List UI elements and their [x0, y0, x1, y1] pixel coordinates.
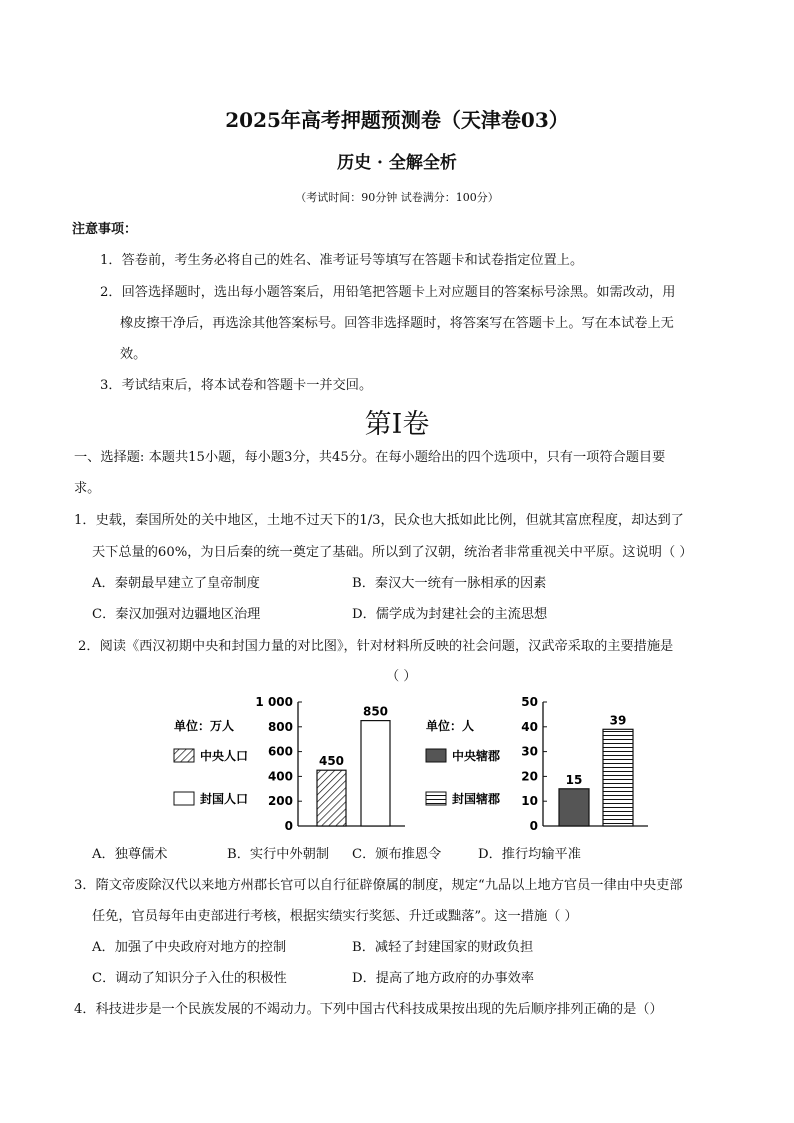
notice-item-2: 2．回答选择题时，选出每小题答案后，用铅笔把答题卡上对应题目的答案标号涂黑。如需改动，用: [100, 285, 676, 300]
population-bar-value-label-1: 450: [318, 754, 345, 769]
notice-item-1: 1．答卷前，考生务必将自己的姓名、准考证号等填写在答题卡和试卷指定位置上。: [100, 253, 584, 268]
commandery-bar-1: [559, 789, 589, 826]
population-bar-value-label-2: 850: [362, 704, 389, 719]
commandery-tick-label: 30: [521, 744, 538, 759]
population-bars: [317, 705, 390, 826]
legend-swatch-fief-population: [174, 792, 194, 805]
q3-option-d[interactable]: D．提高了地方政府的办事效率: [352, 971, 535, 986]
commandery-tick-label: 0: [529, 819, 538, 833]
q1-option-c[interactable]: C．秦汉加强对边疆地区治理: [92, 607, 261, 622]
q3-stem-2: 任免，官员每年由吏部进行考核，根据实绩实行奖惩、升迁或黜落”。这一措施（ ）: [92, 909, 578, 924]
exam-title: 2025年高考押题预测卷（天津卷03）: [225, 108, 569, 132]
population-tick-label: 1 000: [255, 695, 293, 709]
population-tick-label: 400: [267, 769, 293, 784]
q2-option-b[interactable]: B．实行中外朝制: [227, 847, 330, 862]
q1-option-d[interactable]: D．儒学成为封建社会的主流思想: [352, 607, 548, 622]
q3-option-c[interactable]: C．调动了知识分子入仕的积极性: [92, 971, 287, 986]
q2-option-d[interactable]: D．推行均输平准: [478, 847, 581, 862]
exam-info: （考试时间：90分钟 试卷满分：100分）: [295, 191, 499, 204]
q2-option-a[interactable]: A．独尊儒术: [92, 847, 168, 862]
notice-item-2-end: 效。: [120, 347, 147, 362]
q2-chart-figure: [160, 690, 650, 835]
commandery-tick-label: 50: [521, 695, 538, 709]
commandery-bars: [559, 713, 633, 826]
commandery-bar-value-label-1: 15: [565, 772, 583, 787]
legend-swatch-fief-commanderies: [426, 792, 446, 805]
legend-swatch-central-commanderies: [426, 749, 446, 762]
commandery-unit-label: 单位：人: [426, 719, 475, 733]
legend-central-commanderies: 中央辖郡: [452, 749, 501, 763]
section-heading-cont: 求。: [74, 481, 101, 496]
q1-option-a[interactable]: A．秦朝最早建立了皇帝制度: [92, 576, 260, 591]
q1-stem-2: 天下总量的60%，为日后秦的统一奠定了基础。所以到了汉朝，统治者非常重视关中平原。这说明（ ）: [92, 545, 693, 560]
commandery-bar-value-label-2: 39: [609, 713, 627, 728]
q1-stem-1: 1．史载，秦国所处的关中地区，土地不过天下的1/3，民众也大抵如此比例，但就其富庶程度，却达到了: [74, 513, 684, 528]
population-bar-2: [361, 721, 390, 826]
population-tick-label: 200: [267, 794, 293, 809]
commandery-tick-label: 40: [521, 719, 538, 734]
commandery-tick-label: 20: [521, 769, 538, 784]
exam-subtitle: 历史 · 全解全析: [337, 153, 457, 173]
commandery-bar-2: [603, 729, 633, 826]
population-tick-label: 600: [267, 744, 293, 759]
legend-fief-commanderies: 封国辖郡: [452, 792, 501, 806]
population-bar-1: [317, 770, 346, 826]
population-chart: [174, 695, 405, 833]
notice-item-2-cont: 橡皮擦干净后，再选涂其他答案标号。回答非选择题时，将答案写在答题卡上。写在本试卷上无: [120, 316, 674, 331]
notice-item-3: 3．考试结束后，将本试卷和答题卡一并交回。: [100, 378, 373, 393]
population-unit-label: 单位：万人: [174, 719, 235, 733]
population-ticks: [255, 695, 302, 833]
legend-fief-population: 封国人口: [200, 792, 249, 806]
legend-central-population: 中央人口: [200, 749, 249, 763]
q3-option-a[interactable]: A．加强了中央政府对地方的控制: [92, 940, 287, 955]
q2-option-c[interactable]: C．颁布推恩令: [352, 847, 442, 862]
q3-stem-1: 3．隋文帝废除汉代以来地方州郡长官可以自行征辟僚属的制度，规定“九品以上地方官员一律由中央吏部: [74, 878, 683, 893]
population-tick-label: 800: [267, 719, 293, 734]
commandery-tick-label: 10: [521, 794, 538, 809]
q2-stem-1: 2．阅读《西汉初期中央和封国力量的对比图》，针对材料所反映的社会问题，汉武帝采取的主要措施是: [78, 639, 674, 654]
notice-heading: 注意事项：: [72, 222, 138, 237]
q3-option-b[interactable]: B．减轻了封建国家的财政负担: [352, 940, 534, 955]
q2-stem-2: （ ）: [386, 669, 417, 684]
commandery-chart: [426, 695, 648, 833]
q1-option-b[interactable]: B．秦汉大一统有一脉相承的因素: [352, 576, 547, 591]
part-title: 第Ⅰ卷: [364, 409, 430, 440]
section-heading: 一、选择题: 本题共15小题，每小题3分，共45分。在每小题给出的四个选项中，只有一项符合题目要: [74, 450, 666, 465]
population-tick-label: 0: [284, 819, 293, 833]
legend-swatch-central-population: [174, 749, 194, 762]
q4-stem-1: 4．科技进步是一个民族发展的不竭动力。下列中国古代科技成果按出现的先后顺序排列正确的是（）: [74, 1002, 663, 1017]
